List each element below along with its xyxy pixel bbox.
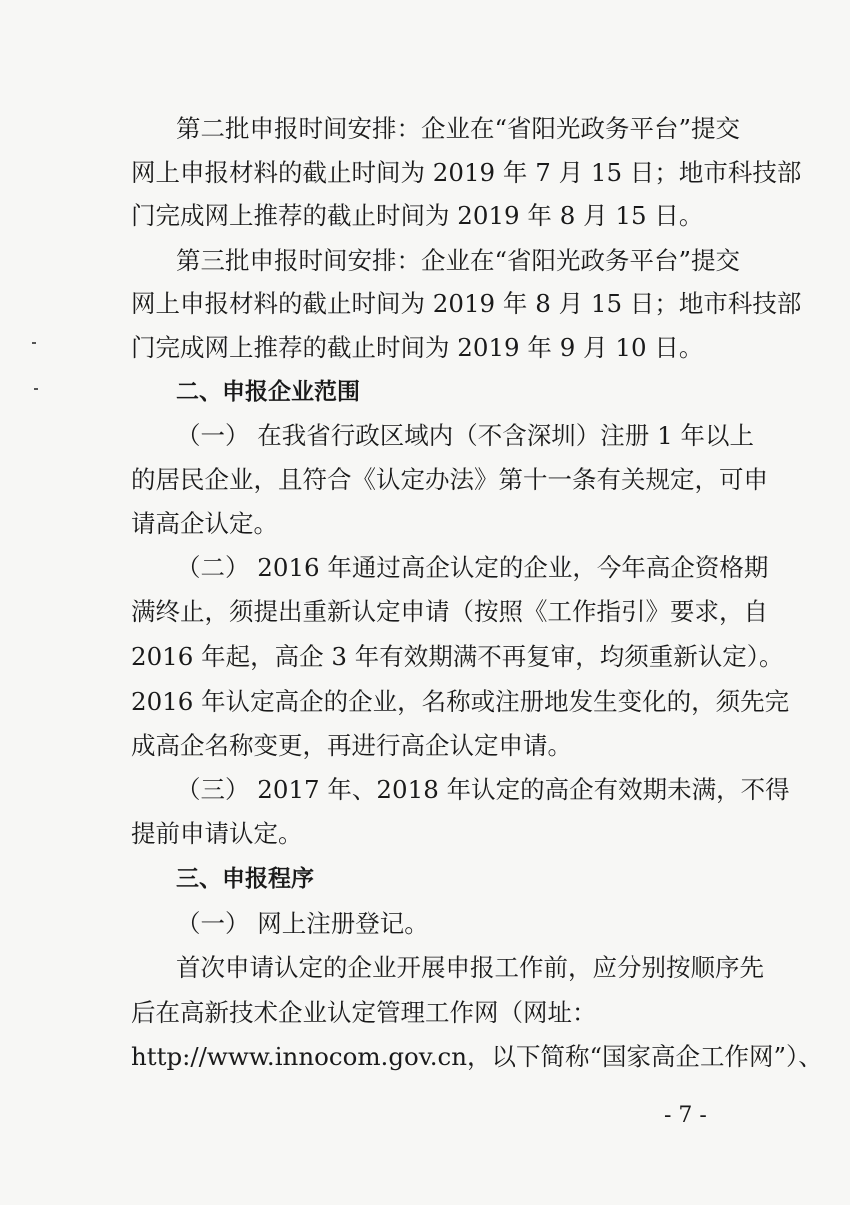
text-line: 的居民企业，且符合《认定办法》第十一条有关规定，可申 bbox=[131, 465, 768, 494]
page-number: - 7 - bbox=[664, 1103, 707, 1128]
text-line: （二） 2016 年通过高企认定的企业，今年高企资格期 bbox=[176, 553, 769, 582]
text-line: 提前申请认定。 bbox=[131, 819, 303, 848]
text-line: 2016 年起，高企 3 年有效期满不再复审，均须重新认定）。 bbox=[131, 642, 784, 671]
text-line: （三） 2017 年、2018 年认定的高企有效期未满，不得 bbox=[176, 775, 790, 804]
text-line: 成高企名称变更，再进行高企认定申请。 bbox=[131, 731, 572, 760]
scan-speck bbox=[32, 342, 36, 344]
section-heading: 二、申报企业范围 bbox=[176, 379, 360, 405]
text-line: 网上申报材料的截止时间为 2019 年 7 月 15 日；地市科技部 bbox=[131, 158, 802, 187]
text-line: 第三批申报时间安排：企业在“省阳光政务平台”提交 bbox=[176, 246, 741, 275]
scan-speck bbox=[34, 388, 38, 390]
text-line: （一） 在我省行政区域内（不含深圳）注册 1 年以上 bbox=[176, 421, 754, 450]
text-line: 门完成网上推荐的截止时间为 2019 年 9 月 10 日。 bbox=[131, 333, 704, 362]
text-line: http://www.innocom.gov.cn，以下简称“国家高企工作网”）、 bbox=[131, 1042, 823, 1071]
text-line: （一） 网上注册登记。 bbox=[176, 909, 429, 938]
text-line: 首次申请认定的企业开展申报工作前，应分别按顺序先 bbox=[176, 953, 764, 982]
text-line: 请高企认定。 bbox=[131, 509, 278, 538]
section-heading: 三、申报程序 bbox=[176, 866, 314, 892]
text-line: 后在高新技术企业认定管理工作网（网址： bbox=[131, 998, 597, 1027]
text-line: 2016 年认定高企的企业，名称或注册地发生变化的，须先完 bbox=[131, 687, 790, 716]
text-line: 第二批申报时间安排：企业在“省阳光政务平台”提交 bbox=[176, 114, 741, 143]
text-line: 门完成网上推荐的截止时间为 2019 年 8 月 15 日。 bbox=[131, 201, 704, 230]
text-line: 满终止，须提出重新认定申请（按照《工作指引》要求，自 bbox=[131, 597, 768, 626]
text-line: 网上申报材料的截止时间为 2019 年 8 月 15 日；地市科技部 bbox=[131, 289, 802, 318]
